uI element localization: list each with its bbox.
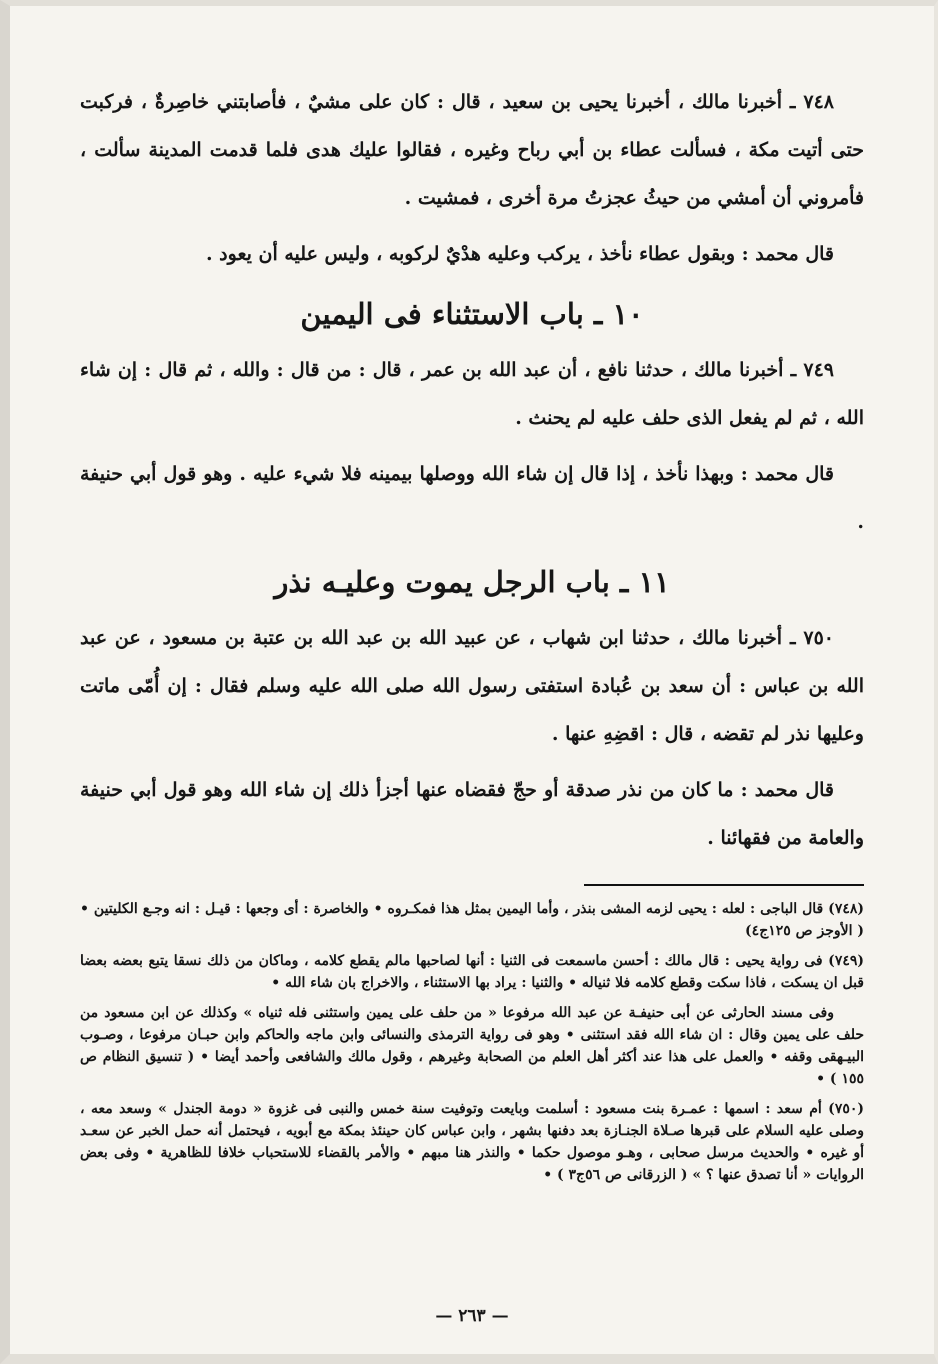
hadith-749: ٧٤٩ ـ أخبرنا مالك ، حدثنا نافع ، أن عبد الله بن عمر ، قال : من قال : والله ، ثم قال : إن شاء الله ، ثم لم يفعل الذى حلف عليه لم يحنث . xyxy=(80,359,864,429)
page-number: — ٢٦٣ — xyxy=(435,1306,509,1326)
footnote-750: (٧٥٠) أم سعد : اسمها : عمـرة بنت مسعود : أسلمت وبايعت وتوفيت سنة خمس والنبى فى غزوة « دومة الجندل » وسعد معه ، وصلى عليه السلام على قبرها صـلاة الجنـازة بعد دفنها بشهر ، وابن عباس كان حينئذ بمكة مع أبويه ، فيحتمل أنه حمل الخبر عن سعـد أو غيره • والحديث مرسل صحابى ، وهـو موصول حكما • والنذر هنا مبهم • والأمر بالقضاء للاستحباب خلافا للظاهرية • وفى بعض الروايات « أنا تصدق عنها ؟ » ( الزرقانى ص ٥٦ج٣ ) • xyxy=(80,1101,864,1183)
footnote-749: (٧٤٩) فى رواية يحيى : قال مالك : أحسن ماسمعت فى الثنيا : أنها لصاحبها مالم يقطع كلامه ، وماكان من ذلك نسقا يتبع بعضه بعضا قبل ان يسكت ، فاذا سكت وقطع كلامه فلا ثنياله • والثنيا : يراد بها الاستثناء ، والاخراج بان شاء الله • xyxy=(80,953,864,991)
hadith-748: ٧٤٨ ـ أخبرنا مالك ، أخبرنا يحيى بن سعيد ، قال : كان على مشيٌ ، فأصابتني خاصِرةٌ ، فركبت حتى أتيت مكة ، فسألت عطاء بن أبي رباح وغيره ، فقالوا عليك هدى فلما قدمت المدينة سألت ، فأمروني أن أمشي من حيثُ عجزتُ مرة أخرى ، فمشيت . xyxy=(80,91,864,209)
footnote-divider xyxy=(584,884,864,886)
comment-748: قال محمد : وبقول عطاء نأخذ ، يركب وعليه هدْيٌ لركوبه ، وليس عليه أن يعود . xyxy=(205,243,834,265)
footnote-748: (٧٤٨) قال الباجى : لعله : يحيى لزمه المشى بنذر ، وأما اليمين بمثل هذا فمكـروه • والخاصرة : أى وجعها : قيـل : انه وجـع الكليتين • ( الأوجز ص ١٢٥ج٤) xyxy=(80,901,864,939)
chapter-heading-11: ١١ ـ باب الرجل يموت وعليـه نذر xyxy=(274,565,670,599)
comment-750: قال محمد : ما كان من نذر صدقة أو حجّ فقضاه عنها أجزأ ذلك إن شاء الله وهو قول أبي حنيفة والعامة من فقهائنا . xyxy=(80,779,864,849)
comment-749: قال محمد : وبهذا نأخذ ، إذا قال إن شاء الله ووصلها بيمينه فلا شيء عليه . وهو قول أبي حنيفة . xyxy=(80,463,864,533)
chapter-heading-10: ١٠ ـ باب الاستثناء فى اليمين xyxy=(300,297,644,331)
hadith-750: ٧٥٠ ـ أخبرنا مالك ، حدثنا ابن شهاب ، عن عبيد الله بن عبد الله بن عتبة بن مسعود ، عن عبد الله بن عباس : أن سعد بن عُبادة استفتى رسول الله صلى الله عليه وسلم فقال : إن أُمّى ماتت وعليها نذر لم تقضه ، قال : اقضِهِ عنها . xyxy=(80,627,864,745)
page-content xyxy=(80,78,864,1194)
footnote-749-continued: وفى مسند الحارثى عن أبى حنيفـة عن عبد الله مرفوعا « من حلف على يمين واستثنى فله ثنياه » وكذلك عن ابن مسعود من حلف على يمين وقال : ان شاء الله فقد استثنى • وهو فى رواية الترمذى والنسائى وابن ماجه والحاكم وابن حبـان مرفوعا ، وصـوب البيـهقى وقفه • والعمل على هذا عند أكثر أهل العلم من الصحابة وغيرهم ، وقول مالك والشافعى وأحمد أيضا • ( تنسيق النظام ص ١٥٥ ) • xyxy=(80,1005,864,1087)
